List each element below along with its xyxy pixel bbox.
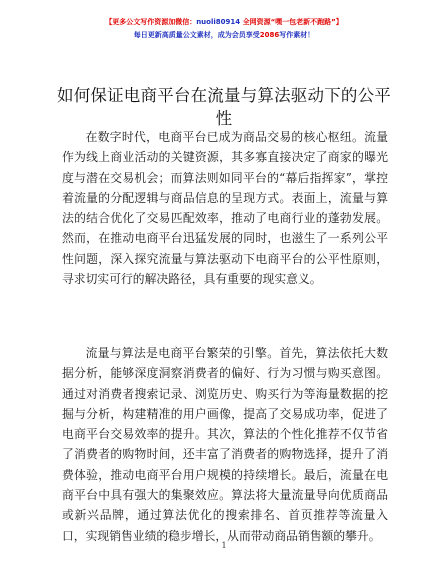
promo-banner-line-1: [0, 17, 448, 27]
promo-banner-line-2: [0, 30, 448, 40]
promo-text-red-tail: 全网资源“嘿一包老新不跑路”】: [240, 18, 343, 26]
promo-text-blue: 每日更新高质量公文素材，成为会员享受: [133, 31, 260, 39]
page-number: 1: [221, 541, 227, 550]
body-paragraph-2: 流量与算法是电商平台繁荣的引擎。首先，算法依托大数据分析，能够深度洞察消费者的偏好、行为习惯与购买意图。通过对消费者搜索记录、浏览历史、购买行为等海量数据的挖掘与分析，构建精准的用户画像，提高了交易成功率，促进了电商平台交易效率的提升。其次，算法的个性化推荐不仅节省了消费者的购物时间，还丰富了消费者的购物选择，提升了消费体验，推动电商平台用户规模的持续增长。最后，流量在电商平台中具有强大的集聚效应。算法将大量流量导向优质商品或新兴品牌，通过算法优化的搜索排名、首页推荐等流量入口，实现销售业绩的稳步增长，从而带动商品销售额的攀升。: [62, 346, 388, 543]
document-title: 如何保证电商平台在流量与算法驱动下的公平性: [57, 86, 391, 128]
body-paragraph-1: 在数字时代，电商平台已成为商品交易的核心枢纽。流量作为线上商业活动的关键资源，其多寡直接决定了商家的曝光度与潜在交易机会；而算法则如同平台的“幕后指挥家”，掌控着流量的分配逻辑与商品信息的呈现方式。表面上，流量与算法的结合优化了交易匹配效率，推动了电商行业的蓬勃发展。然而，在推动电商平台迅猛发展的同时，也滋生了一系列公平性问题，深入探究流量与算法驱动下电商平台的公平性原则，寻求切实可行的解决路径，具有重要的现实意义。: [62, 130, 388, 287]
promo-text-red: 【更多公文写作资源加微信：: [105, 18, 197, 26]
promo-text-blue-tail: 写作素材！: [279, 31, 315, 39]
promo-count: 2086: [259, 31, 280, 39]
promo-wechat-id: nuoli80914: [196, 18, 241, 26]
